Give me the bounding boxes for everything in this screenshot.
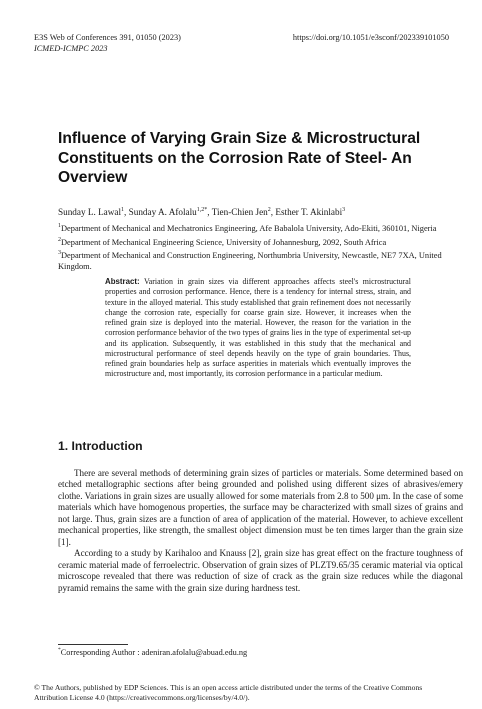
- author-list: Sunday L. Lawal$^1$, Sunday A. Afolalu$^{1,2*}$, Tien-Chien Jen$^2$, Esther T. Akinlabi$^3$: [58, 207, 346, 218]
- author-name: Tien-Chien Jen: [211, 207, 268, 218]
- body-text: [58, 468, 463, 594]
- author-sup: 3: [342, 207, 346, 213]
- affiliation-text: Department of Mechanical Engineering Science, University of Johannesburg, 2092, South Africa: [61, 237, 387, 247]
- affiliation-text: Department of Mechanical and Construction Engineering, Northumbria University, Newcastle, NE7 7XA, United Kingdom.: [58, 251, 442, 272]
- affiliation: [58, 248, 463, 273]
- affiliation-sup: 1: [58, 223, 61, 229]
- abstract: [105, 277, 411, 380]
- affiliation: [58, 221, 463, 235]
- running-header-left: [34, 32, 181, 54]
- footnote-sup: *: [58, 647, 61, 653]
- paragraph: According to a study by Karihaloo and Knauss [2], grain size has great effect on the fracture toughness of ceramic material made of ferroelectric. Observation of grain sizes of PLZT9.65/35 ceramic material via optical microscope revealed that there was reduction of size of crack as the grain size reduces while the diagonal pyramid remains the same with the grain size during hardness test.: [58, 548, 463, 593]
- footnote: [58, 645, 247, 658]
- footnote-text: Corresponding Author : adeniran.afolalu@abuad.edu.ng: [60, 647, 248, 657]
- affiliation-sup: 3: [58, 250, 61, 257]
- author-name: Esther T. Akinlabi: [275, 207, 343, 218]
- affiliation-sup: 2: [58, 236, 61, 243]
- section-heading: 1. Introduction: [58, 439, 143, 453]
- abstract-label: Abstract:: [105, 277, 140, 286]
- author-sup: 1: [121, 207, 125, 213]
- abstract-text: Variation in grain sizes via different approaches affects steel's microstructural properties and corrosion performance. Hence, there is a tendency for internal stress, strain, and texture in the alloyed material. This study established that grain refinement does not necessarily change the corrosion rate, especially for coarse grain size. However, it increases when the refined grain size is deployed into the material. However, the reason for the variation in the corrosion performance behavior of the two types of grains lies in the type of experimental set-up and its application. Subsequently, it was established in this study that the mechanical and microstructural performance of steel depends heavily on the type of grain boundaries. Thus, refined grain boundaries help as surface asperities in materials which eventually improves the microstructure and, most importantly, its corrosion performance in a particular medium.: [105, 277, 411, 379]
- author-sup: 1,2*: [196, 207, 208, 213]
- author-name: Sunday A. Afolalu: [128, 207, 197, 218]
- paper-title: Influence of Varying Grain Size & Microstructural Constituents on the Corrosion Rate of Steel- An Overview: [58, 130, 421, 186]
- conference-line: ICMED-ICMPC 2023: [34, 44, 108, 53]
- journal-line: E3S Web of Conferences 391, 01050 (2023): [34, 33, 181, 42]
- author-sup: 2: [267, 207, 271, 213]
- licence-notice: © The Authors, published by EDP Sciences. This is an open access article distributed under the terms of the Creative Commons Attribution License 4.0 (https://creativecommons.org/licenses/by/4.0/).: [34, 683, 423, 702]
- doi-link[interactable]: https://doi.org/10.1051/e3sconf/202339101050: [292, 33, 449, 42]
- affiliation-text: Department of Mechanical and Mechatronics Engineering, Afe Babalola University, Ado-Ekiti, 360101, Nigeria: [61, 223, 437, 233]
- author-name: Sunday L. Lawal: [58, 207, 122, 218]
- paragraph: There are several methods of determining grain sizes of particles or materials. Some determined based on etched metallographic sections after being grounded and polished using different sizes of abrasives/emery clothe. Variations in grain sizes are usually allowed for some materials from 2.8 to 500 μm. In the case of some materials which have homogenous properties, the surface may be characterized with small sizes of grains and not large. Thus, grain sizes are a function of area of application of the material. However, to achieve excellent mechanical properties, like strength, the smallest object dimension must be ten times larger than the grain size [1].: [58, 468, 463, 547]
- affiliation: [58, 235, 463, 249]
- affiliations: [58, 221, 463, 273]
